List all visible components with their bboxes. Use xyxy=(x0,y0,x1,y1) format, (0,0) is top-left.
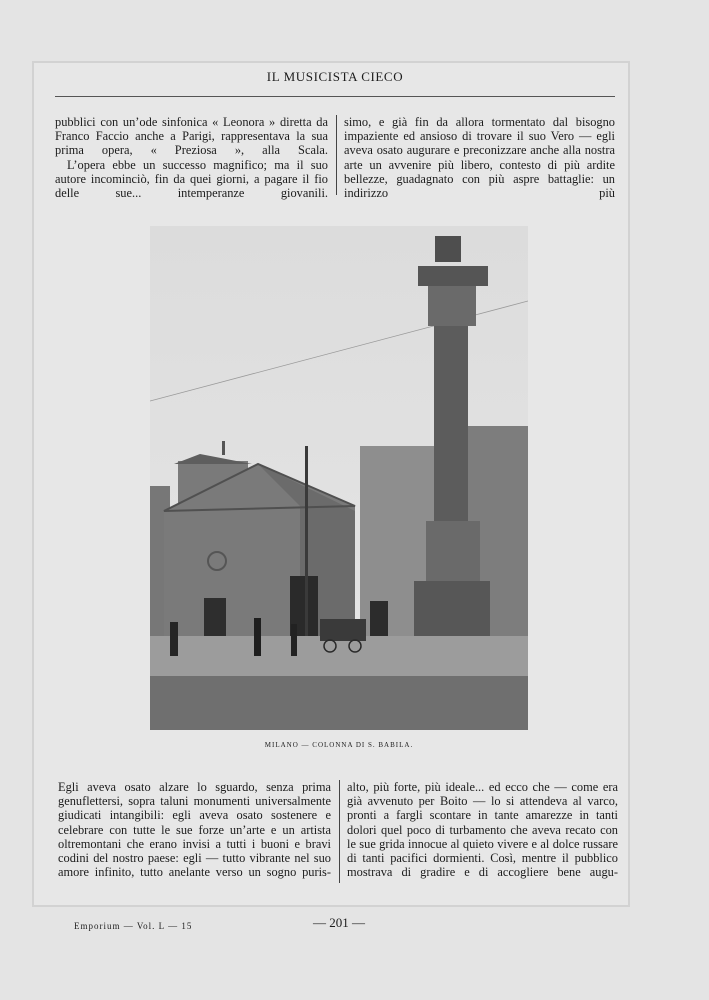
paragraph: Egli aveva osato alzare lo sguardo, senza prima genuflettersi, sopra taluni monumenti universalmente giudicati intangibili: egli aveva osato sostenere e celebrare con tutte le sue forze un’arte e un artista oltremontani che erano invisi a tutti i buoni e bravi codini del nostro paese: egli — tutto vibrante nel suo amore infinito, tutto anelante verso un sogno puris- xyxy=(58,780,331,880)
street-scene-illustration xyxy=(150,226,528,730)
column-divider xyxy=(336,115,337,195)
running-title: IL MUSICISTA CIECO xyxy=(266,69,404,84)
photograph-colonna-s-babila xyxy=(150,226,528,730)
bottom-right-column xyxy=(347,780,618,879)
title-rule xyxy=(55,96,615,97)
page-number: — 201 — xyxy=(313,915,365,930)
top-right-column xyxy=(344,115,615,200)
paragraph: simo, e già fin da allora tormentato dal bisogno impaziente ed ansioso di trovare il suo Vero — egli aveva osato augurare e preconizzare anche alla nostra arte un avvenire più libero, contesto di più ardite bellezze, guadagnato con più aspre battaglie: un indirizzo più xyxy=(344,115,615,201)
bottom-left-column xyxy=(58,780,331,879)
column-divider xyxy=(339,780,340,883)
paragraph: L’opera ebbe un successo magnifico; ma il suo autore incominciò, fin da quei giorni, a pagare il fio delle sue... intemperanze giovanili. xyxy=(55,157,328,201)
paragraph: alto, più forte, più ideale... ed ecco che — come era già avvenuto per Boito — lo si attendeva al varco, pronti a fargli scontare in tante amarezze in tanti dolori quel poco di turbamento che aveva recato con le sue grida innocue al quieto vivere e al dolce russare di tanti pacifici dormienti. Così, mentre il pubblico mostrava di gradire e di accogliere bene augu- xyxy=(347,780,618,880)
paragraph: pubblici con un’ode sinfonica « Leonora » diretta da Franco Faccio anche a Parigi, rappresentava la sua prima opera, « Preziosa », alla Scala. xyxy=(55,115,328,158)
top-left-column xyxy=(55,115,328,200)
figure-caption: MILANO — COLONNA DI S. BABILA. xyxy=(264,741,414,749)
footer-volume: Emporium — Vol. L — 15 xyxy=(74,921,193,931)
